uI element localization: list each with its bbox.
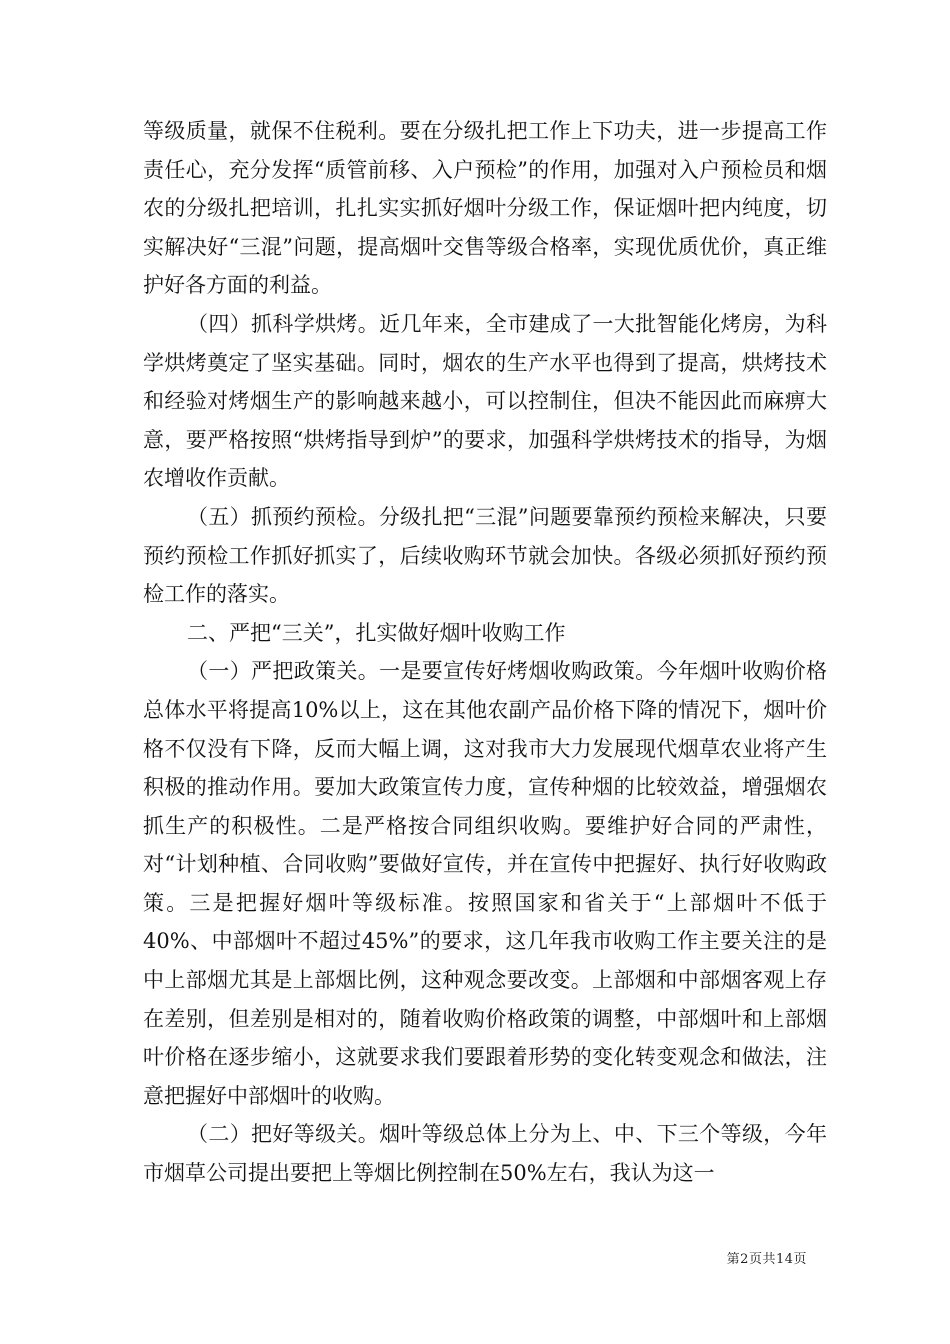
page-number: 第2页共14页	[726, 1252, 807, 1267]
paragraph-section-4: （四）抓科学烘烤。近几年来，全市建成了一大批智能化烤房，为科学烘烤奠定了坚实基础。同时，烟农的生产水平也得到了提高，烘烤技术和经验对烤烟生产的影响越来越小，可以控制住，但决不能因此而麻痹大意，要严格按照“烘烤指导到炉”的要求，加强科学烘烤技术的指导，为烟农增收作贡献。	[143, 311, 827, 491]
paragraph-section-5: （五）抓预约预检。分级扎把“三混”问题要靠预约预检来解决，只要预约预检工作抓好抓实了，后续收购环节就会加快。各级必须抓好预约预检工作的落实。	[143, 504, 827, 607]
heading-part-2: 二、严把“三关”，扎实做好烟叶收购工作	[187, 620, 566, 645]
document-body	[143, 112, 827, 1193]
paragraph-grade: （二）把好等级关。烟叶等级总体上分为上、中、下三个等级，今年市烟草公司提出要把上等烟比例控制在50%左右，我认为这一	[143, 1122, 827, 1186]
paragraph-policy: （一）严把政策关。一是要宣传好烤烟收购政策。今年烟叶收购价格总体水平将提高10%以上，这在其他农副产品价格下降的情况下，烟叶价格不仅没有下降，反而大幅上调，这对我市大力发展现代烟草农业将产生积极的推动作用。要加大政策宣传力度，宣传种烟的比较效益，增强烟农抓生产的积极性。二是严格按合同组织收购。要维护好合同的严肃性，对“计划种植、合同收购”要做好宣传，并在宣传中把握好、执行好收购政策。三是把握好烟叶等级标准。按照国家和省关于“上部烟叶不低于40%、中部烟叶不超过45%”的要求，这几年我市收购工作主要关注的是中上部烟尤其是上部烟比例，这种观念要改变。上部烟和中部烟客观上存在差别，但差别是相对的，随着收购价格政策的调整，中部烟叶和上部烟叶价格在逐步缩小，这就要求我们要跟着形势的变化转变观念和做法，注意把握好中部烟叶的收购。	[143, 659, 827, 1108]
paragraph-continuation: 等级质量，就保不住税利。要在分级扎把工作上下功夫，进一步提高工作责任心，充分发挥“质管前移、入户预检”的作用，加强对入户预检员和烟农的分级扎把培训，扎扎实实抓好烟叶分级工作，保证烟叶把内纯度，切实解决好“三混”问题，提高烟叶交售等级合格率，实现优质优价，真正维护好各方面的利益。	[143, 119, 827, 298]
